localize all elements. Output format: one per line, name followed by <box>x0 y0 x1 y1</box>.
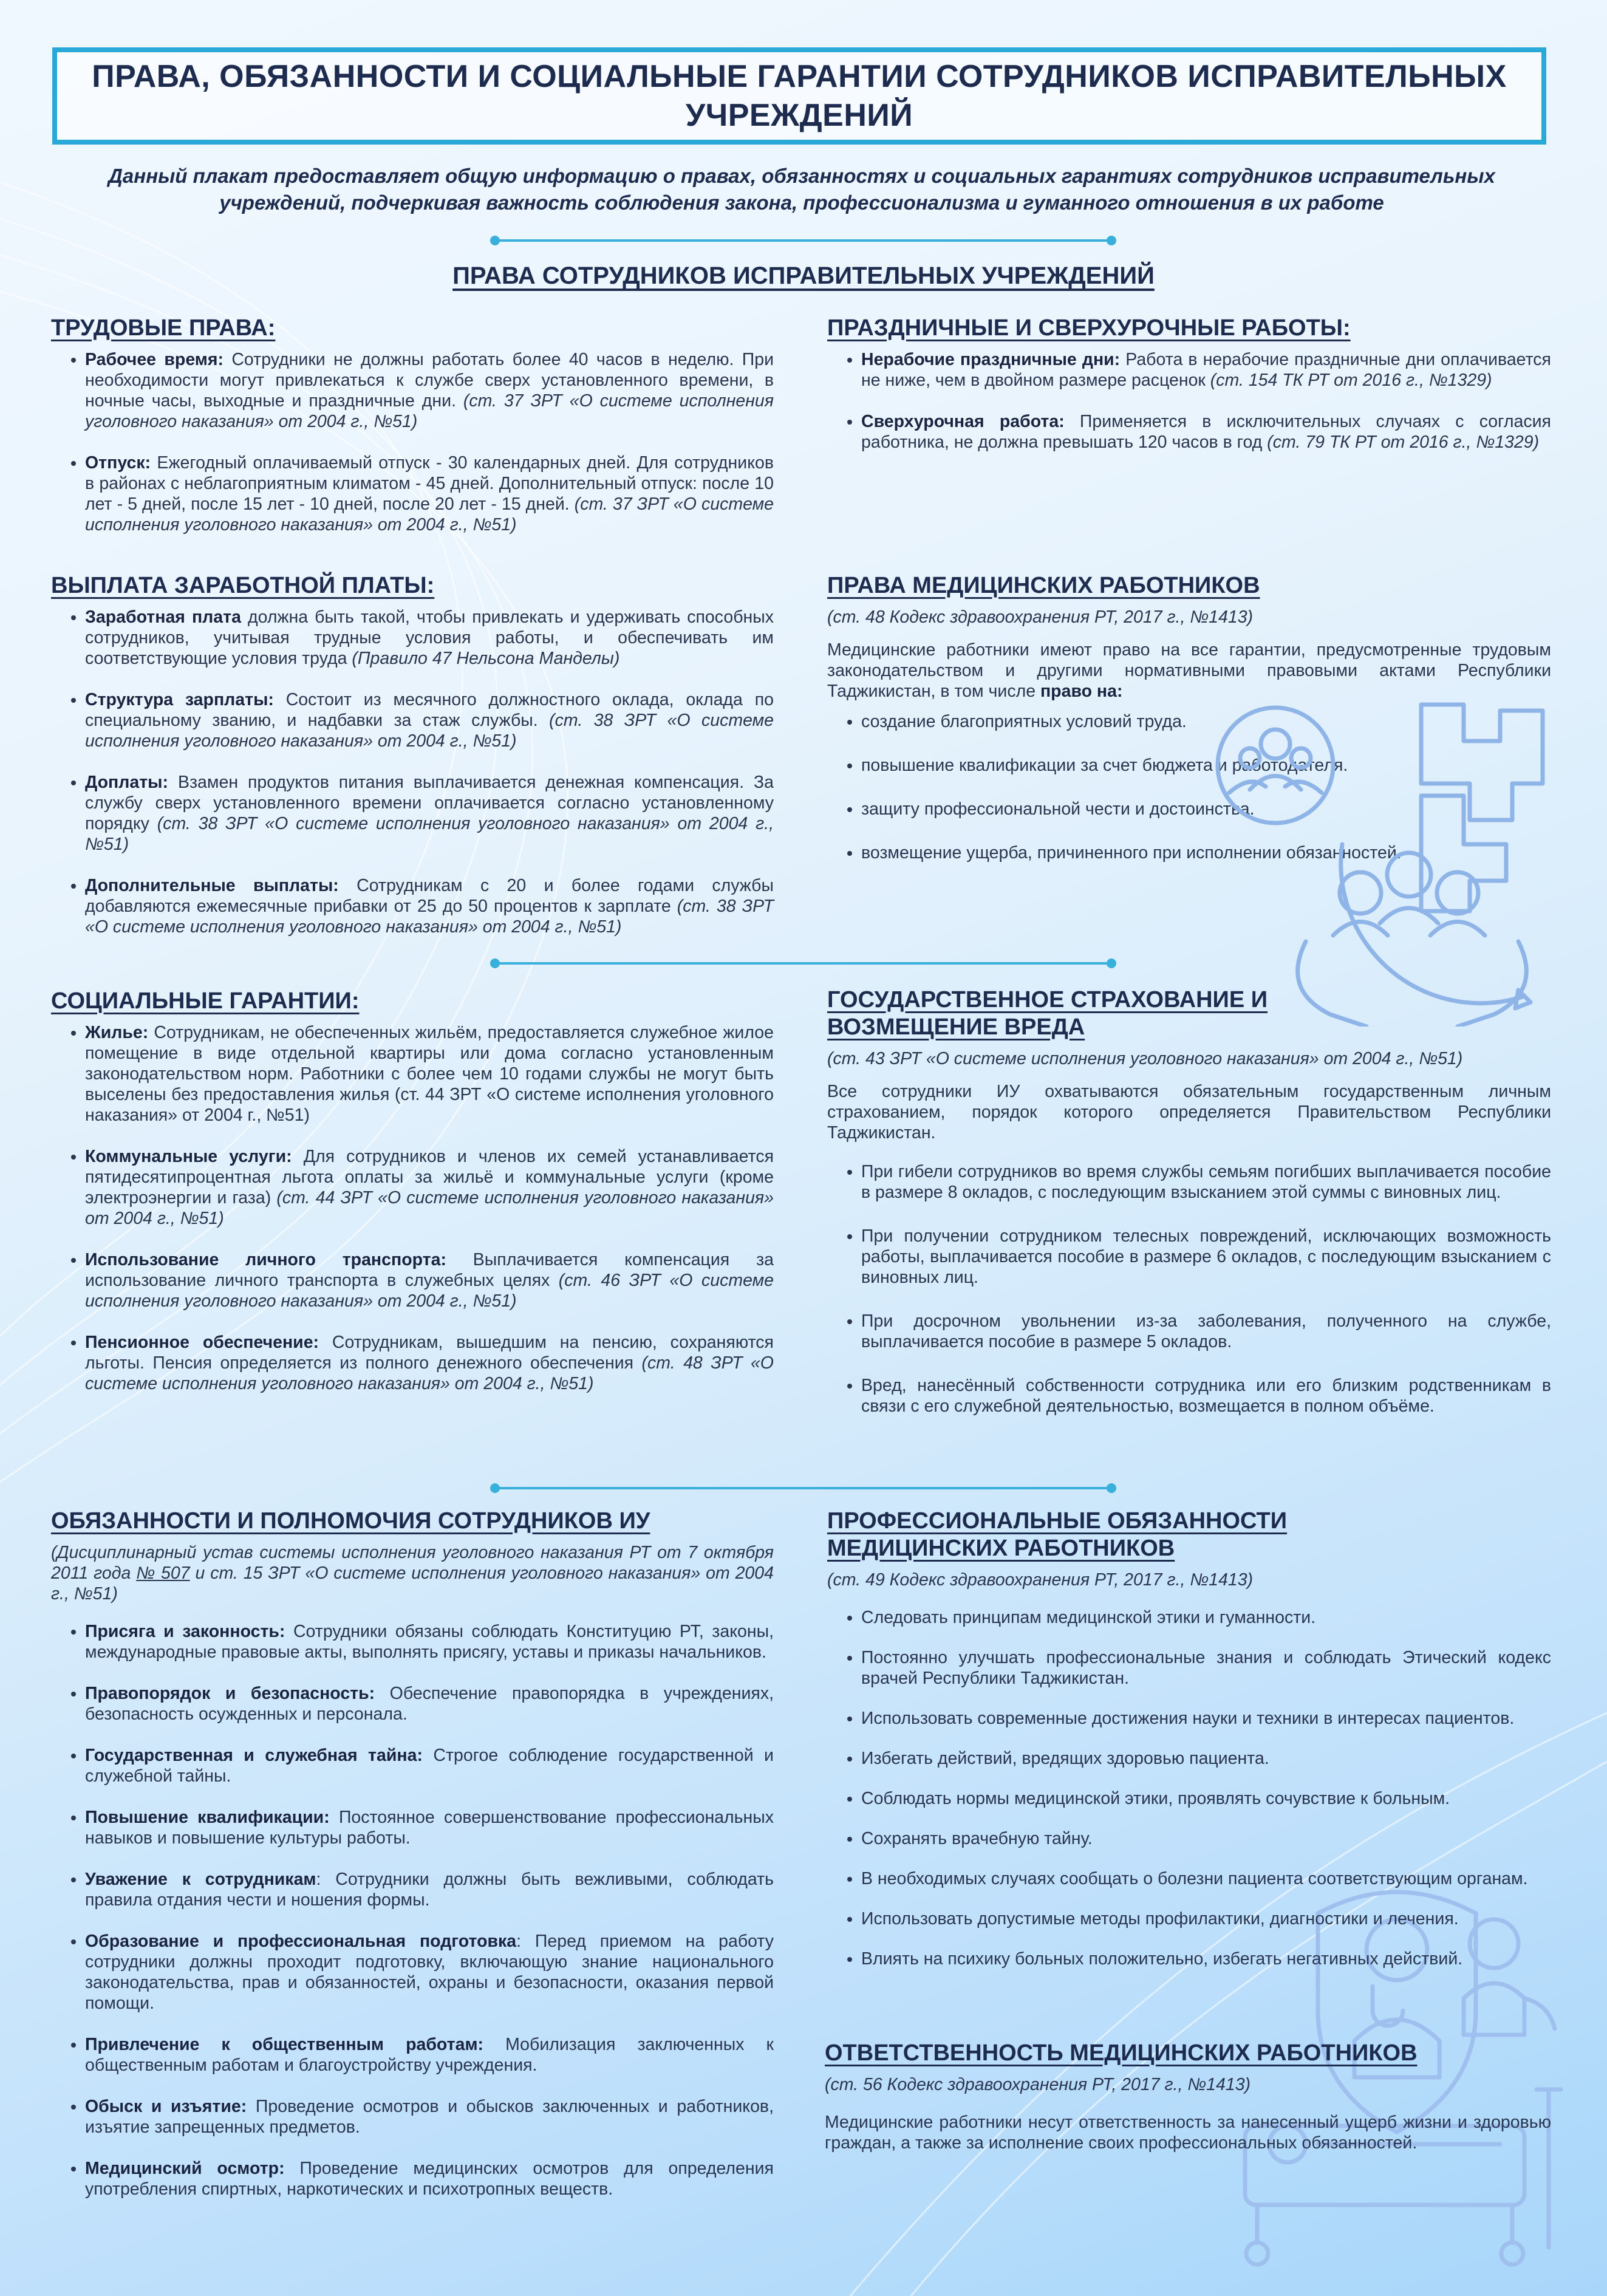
list-item: • Обыск и изъятие: Проведение осмотров и обысков заключенных и работников, изъятие запрещенных предметов. <box>85 2096 774 2137</box>
intro-text: Данный плакат предоставляет общую информацию о правах, обязанностях и социальных гарантиях сотрудников исправительных учреждений, подчеркивая важность соблюдения закона, профессионализма и гуманного отношения в их работе <box>108 165 1495 214</box>
duties-section <box>51 1508 774 2220</box>
list-item: • Медицинский осмотр: Проведение медицинских осмотров для определения употребления спиртных, наркотических и психотропных веществ. <box>85 2158 774 2199</box>
list-item: • Использовать современные достижения науки и техники в интересах пациентов. <box>861 1708 1551 1729</box>
section-heading: ПРАВА МЕДИЦИНСКИХ РАБОТНИКОВ <box>827 573 1260 598</box>
legal-reference: (ст. 56 Кодекс здравоохранения РТ, 2017 г., №1413) <box>825 2075 1251 2094</box>
holiday-overtime-section <box>827 315 1551 473</box>
section-heading: ПРАЗДНИЧНЫЕ И СВЕРХУРОЧНЫЕ РАБОТЫ: <box>827 315 1351 341</box>
list-item: • Влиять на психику больных положительно, избегать негативных действий. <box>861 1949 1551 1969</box>
list-item: • Использовать допустимые методы профилактики, диагностики и лечения. <box>861 1908 1551 1929</box>
list-item: • Государственная и служебная тайна: Строгое соблюдение государственной и служебной тайны. <box>85 1745 774 1786</box>
salary-section <box>51 572 774 958</box>
list-item: • Присяга и законность: Сотрудники обязаны соблюдать Конституцию РТ, законы, международные правовые акты, выполнять присягу, уставы и приказы начальников. <box>85 1621 774 1662</box>
list-item: • Коммунальные услуги: Для сотрудников и членов их семей устанавливается пятидесятипроцентная льгота оплаты за жильё и коммунальные услуги (кроме электроэнергии и газа) (ст. 44 ЗРТ «О системе исполнения уголовного наказания» от 2004 г., №51) <box>85 1146 774 1229</box>
list-item: • Отпуск: Ежегодный оплачиваемый отпуск - 30 календарных дней. Для сотрудников в районах с неблагоприятным климатом - 45 дней. Дополнительный отпуск: после 10 лет - 5 дней, после 15 лет - 10 дней, после 20 лет - 15 дней. (ст. 37 ЗРТ «О системе исполнения уголовного наказания» от 2004 г., №51) <box>85 453 774 535</box>
lead-paragraph: Медицинские работники имеют право на все гарантии, предусмотренные трудовым законодательством и другими нормативными правовыми актами Республики Таджикистан, в том числе право на: <box>827 640 1551 701</box>
list-item: • Сохранять врачебную тайну. <box>861 1828 1551 1849</box>
divider <box>495 1487 1111 1489</box>
list-item: • защиту профессиональной чести и достоинства. <box>861 799 1505 819</box>
list-item: • Привлечение к общественным работам: Мобилизация заключенных к общественным работам и благоустройству учреждения. <box>85 2034 774 2076</box>
list-item: • Использование личного транспорта: Выплачивается компенсация за использование личного транспорта в служебных целях (ст. 46 ЗРТ «О системе исполнения уголовного наказания» от 2004 г., №51) <box>85 1249 774 1311</box>
list-item: • Структура зарплаты: Состоит из месячного должностного оклада, оклада по специальному званию, и надбавки за стаж службы. (ст. 38 ЗРТ «О системе исполнения уголовного наказания» от 2004 г., №51) <box>85 689 774 751</box>
list-item: • Жилье: Сотрудникам, не обеспеченных жильём, предоставляется служебное жилое помещение в виде отдельной квартиры или дома согласно установленным законодательством норм. Работники с более чем 10 годами службы не могут быть выселены без предоставления жилья (ст. 44 ЗРТ «О системе исполнения уголовного наказания» от 2004 г., №51) <box>85 1022 774 1126</box>
section-heading: ВЫПЛАТА ЗАРАБОТНОЙ ПЛАТЫ: <box>51 573 435 598</box>
section-heading: ОБЯЗАННОСТИ И ПОЛНОМОЧИЯ СОТРУДНИКОВ ИУ <box>51 1508 650 1534</box>
main-heading: ПРАВА СОТРУДНИКОВ ИСПРАВИТЕЛЬНЫХ УЧРЕЖДЕНИЙ <box>452 262 1155 289</box>
social-guarantees-section <box>51 988 774 1415</box>
list-item: • Нерабочие праздничные дни: Работа в нерабочие праздничные дни оплачивается не ниже, чем в двойном размере расценок (ст. 154 ТК РТ от 2016 г., №1329) <box>861 349 1551 391</box>
list-item: • возмещение ущерба, причиненного при исполнении обязанностей. <box>861 842 1505 863</box>
list-item: • Соблюдать нормы медицинской этики, проявлять сочувствие к больным. <box>861 1788 1551 1809</box>
legal-reference: (Дисциплинарный устав системы исполнения уголовного наказания РТ от 7 октября 2011 года № 507 и ст. 15 ЗРТ «О системе исполнения уголовного наказания» от 2004 г., №51) <box>51 1543 774 1604</box>
medical-responsibility-section <box>825 2040 1551 2163</box>
lead-paragraph: Медицинские работники несут ответственность за нанесенный ущерб жизни и здоровью граждан, а также за исполнение своих профессиональных обязанностей. <box>825 2113 1551 2153</box>
title-box <box>52 47 1546 145</box>
legal-reference: (ст. 48 Кодекс здравоохранения РТ, 2017 г., №1413) <box>827 607 1254 627</box>
list-item: • При досрочном увольнении из-за заболевания, полученного на службе, выплачивается пособие в размере 5 окладов. <box>861 1311 1551 1352</box>
section-heading: ПРОФЕССИОНАЛЬНЫЕ ОБЯЗАННОСТИ МЕДИЦИНСКИХ РАБОТНИКОВ <box>827 1508 1288 1561</box>
list-item: • Повышение квалификации: Постоянное совершенствование профессиональных навыков и повышение культуры работы. <box>85 1807 774 1848</box>
list-item: • создание благоприятных условий труда. <box>861 711 1505 732</box>
section-heading: ГОСУДАРСТВЕННОЕ СТРАХОВАНИЕ И ВОЗМЕЩЕНИЕ ВРЕДА <box>827 987 1268 1040</box>
list-item: • Вред, нанесённый собственности сотрудника или его близким родственникам в связи с его служебной деятельностью, возмещается в полном объёме. <box>861 1375 1551 1416</box>
divider <box>495 239 1111 242</box>
list-item: • Уважение к сотрудникам: Сотрудники должны быть вежливыми, соблюдать правила отдания чести и ношения формы. <box>85 1869 774 1910</box>
state-insurance-section <box>827 986 1551 1440</box>
list-item: • В необходимых случаях сообщать о болезни пациента соответствующим органам. <box>861 1868 1551 1889</box>
list-item: • Постоянно улучшать профессиональные знания и соблюдать Этический кодекс врачей Республики Таджикистан. <box>861 1647 1551 1689</box>
divider <box>495 962 1111 965</box>
list-item: • Сверхурочная работа: Применяется в исключительных случаях с согласия работника, не должна превышать 120 часов в год (ст. 79 ТК РТ от 2016 г., №1329) <box>861 411 1551 453</box>
legal-reference: (ст. 49 Кодекс здравоохранения РТ, 2017 г., №1413) <box>827 1570 1254 1590</box>
list-item: • Дополнительные выплаты: Сотрудникам с 20 и более годами службы добавляются ежемесячные прибавки от 25 до 50 процентов к зарплате (ст. 38 ЗРТ «О системе исполнения уголовного наказания» от 2004 г., №51) <box>85 875 774 937</box>
list-item: • При гибели сотрудников во время службы семьям погибших выплачивается пособие в размере 8 окладов, с последующим взысканием этой суммы с виновных лиц. <box>861 1161 1551 1203</box>
list-item: • Заработная плата должна быть такой, чтобы привлекать и удерживать способных сотрудников, учитывая трудные условия работы, и обеспечивать им соответствующие условия труда (Правило 47 Нельсона Манделы) <box>85 607 774 669</box>
list-item: • Рабочее время: Сотрудники не должны работать более 40 часов в неделю. При необходимости могут привлекаться к службе сверх установленного времени, в ночные часы, выходные и праздничные дни. (ст. 37 ЗРТ «О системе исполнения уголовного наказания» от 2004 г., №51) <box>85 349 774 432</box>
list-item: • Следовать принципам медицинской этики и гуманности. <box>861 1607 1551 1628</box>
list-item: • Доплаты: Взамен продуктов питания выплачивается денежная компенсация. За службу сверх установленного времени оплачивается согласно установленному порядку (ст. 38 ЗРТ «О системе исполнения уголовного наказания» от 2004 г., №51) <box>85 772 774 855</box>
medical-duties-section <box>827 1508 1551 1969</box>
section-heading: СОЦИАЛЬНЫЕ ГАРАНТИИ: <box>51 988 360 1014</box>
section-heading: ТРУДОВЫЕ ПРАВА: <box>51 315 276 341</box>
list-item: • Правопорядок и безопасность: Обеспечение правопорядка в учреждениях, безопасность осужденных и персонала. <box>85 1683 774 1724</box>
lead-paragraph: Все сотрудники ИУ охватываются обязательным государственным личным страхованием, порядок которого определяется Правительством Республики Таджикистан. <box>827 1082 1551 1143</box>
labor-rights-section <box>51 315 774 556</box>
section-heading: ОТВЕТСТВЕННОСТЬ МЕДИЦИНСКИХ РАБОТНИКОВ <box>825 2040 1418 2066</box>
list-item: • При получении сотрудником телесных повреждений, исключающих возможность работы, выплачивается пособие в размере 6 окладов, с последующим взысканием с виновных лиц. <box>861 1226 1551 1288</box>
list-item: • Образование и профессиональная подготовка: Перед приемом на работу сотрудники должны проходит подготовку, включающую знание национального законодательства, прав и обязанностей, охраны и безопасности, оказания первой помощи. <box>85 1931 774 2014</box>
legal-reference: (ст. 43 ЗРТ «О системе исполнения уголовного наказания» от 2004 г., №51) <box>827 1049 1463 1068</box>
list-item: • Пенсионное обеспечение: Сотрудникам, вышедшим на пенсию, сохраняются льготы. Пенсия определяется из полного денежного обеспечения (ст. 48 ЗРТ «О системе исполнения уголовного наказания» от 2004 г., №51) <box>85 1332 774 1394</box>
page-title: ПРАВА, ОБЯЗАННОСТИ И СОЦИАЛЬНЫЕ ГАРАНТИИ СОТРУДНИКОВ ИСПРАВИТЕЛЬНЫХ УЧРЕЖДЕНИЙ <box>92 59 1507 133</box>
medical-rights-section <box>827 572 1551 886</box>
list-item: • повышение квалификации за счет бюджета и работодателя. <box>861 755 1505 776</box>
list-item: • Избегать действий, вредящих здоровью пациента. <box>861 1748 1551 1769</box>
